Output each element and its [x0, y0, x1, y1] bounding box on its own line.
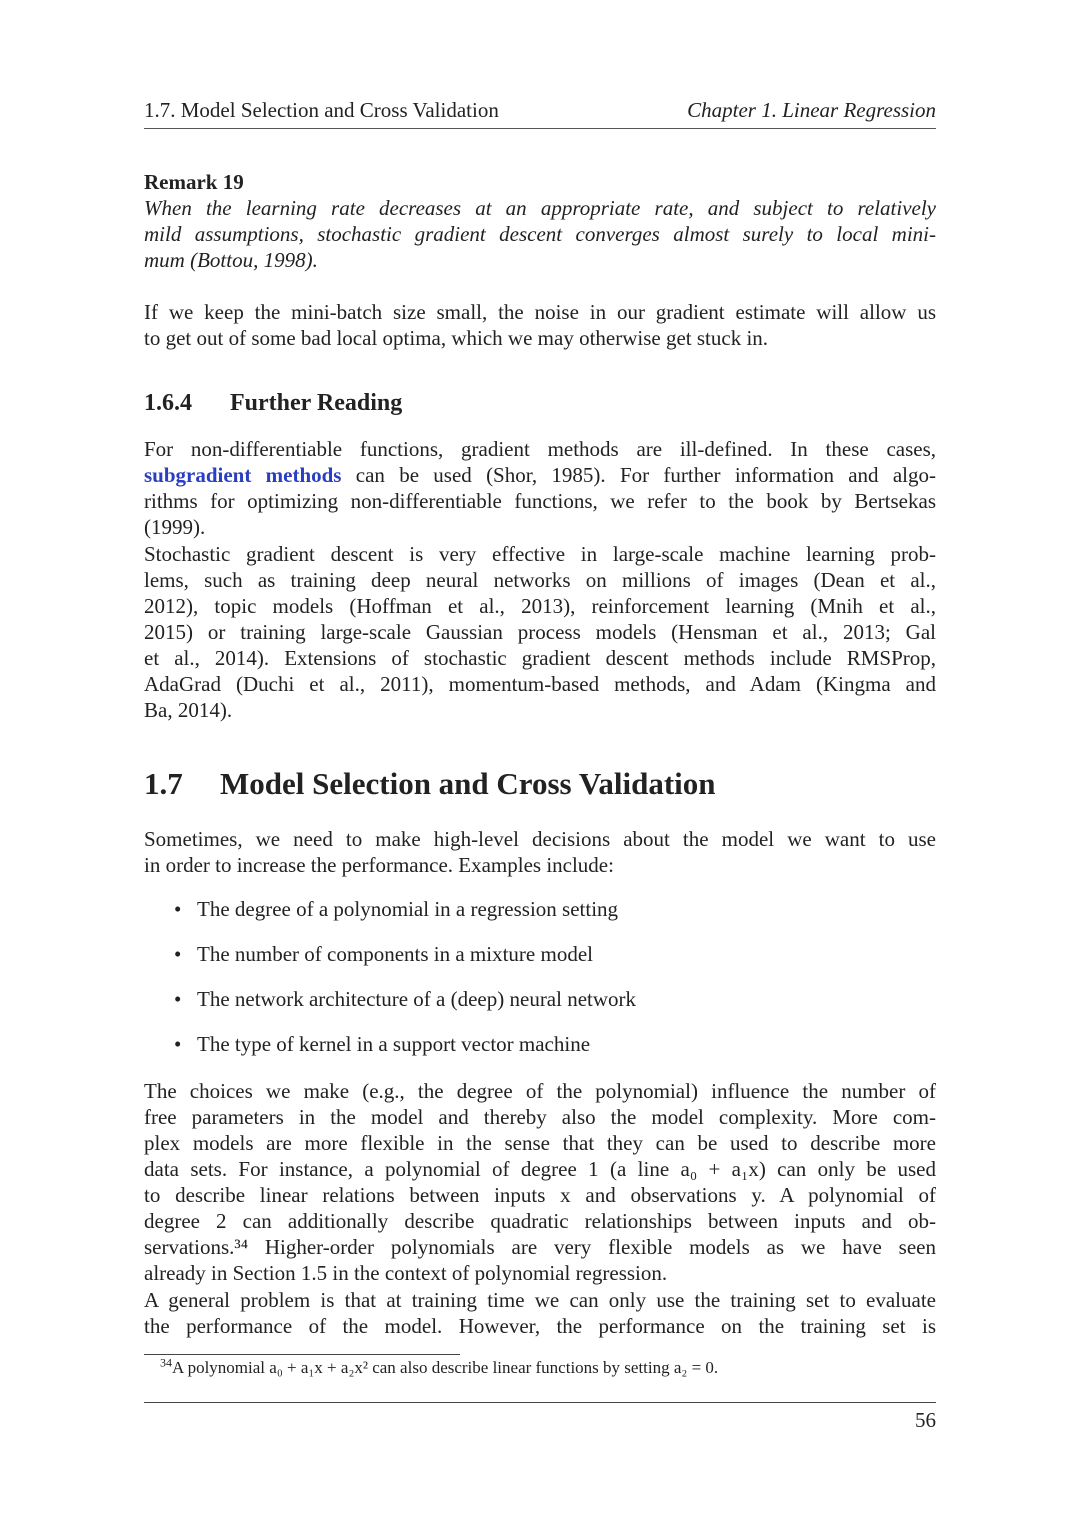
header-chapter: Chapter 1. Linear Regression	[687, 98, 936, 122]
text-line	[144, 462, 936, 488]
page-number: 56	[915, 1408, 936, 1432]
paragraph-general-problem	[144, 1287, 936, 1339]
paragraph-intro	[144, 826, 936, 878]
text-line: lems, such as training deep neural networks on millions of images (Dean et al.,	[144, 568, 936, 592]
footnote-mark: 34	[160, 1355, 172, 1370]
list-item	[174, 987, 636, 1012]
list-item-text: The degree of a polynomial in a regression setting	[197, 897, 619, 921]
text-line: to describe linear relations between inputs x and observations y. A polynomial of	[144, 1183, 936, 1207]
text-line: data sets. For instance, a polynomial of degree 1 (a line a₀ + a₁x) can only be used	[144, 1157, 936, 1181]
bullet-icon: •	[174, 987, 182, 1011]
text-line: rithms for optimizing non-differentiable functions, we refer to the book by Bertsekas	[144, 489, 936, 513]
paragraph-rest	[144, 488, 936, 540]
header-section: 1.7. Model Selection and Cross Validation	[144, 98, 499, 122]
text-line: A general problem is that at training time we can only use the training set to evaluate	[144, 1288, 936, 1312]
text-line: the performance of the model. However, the performance on the training set is	[144, 1314, 936, 1338]
text-line: For non-differentiable functions, gradient methods are ill-defined. In these cases,	[144, 437, 936, 461]
section-heading-1-7	[144, 766, 936, 802]
text-line: 2015) or training large-scale Gaussian process models (Hensman et al., 2013; Gal	[144, 620, 936, 644]
text-line: Ba, 2014).	[144, 698, 233, 722]
section-title: Further Reading	[230, 390, 403, 416]
remark-19	[144, 169, 936, 273]
text-line: Stochastic gradient descent is very effective in large-scale machine learning prob-	[144, 542, 936, 566]
paragraph-further-reading-2	[144, 541, 936, 723]
list-item-text: The number of components in a mixture model	[197, 942, 593, 966]
text-line: et al., 2014). Extensions of stochastic gradient descent methods include RMSProp,	[144, 646, 936, 670]
text-line: plex models are more flexible in the sense that they can be used to describe more	[144, 1131, 936, 1155]
text-line: mum (Bottou, 1998).	[144, 248, 318, 272]
text-line: The choices we make (e.g., the degree of the polynomial) influence the number of	[144, 1079, 936, 1103]
paragraph-minibatch	[144, 299, 936, 351]
subgradient-methods-link[interactable]: subgradient methods	[144, 463, 342, 487]
text-line: in order to increase the performance. Examples include:	[144, 853, 614, 877]
paragraph-further-reading-1	[144, 436, 936, 540]
text-segment: can be used (Shor, 1985). For further information and algo-	[341, 463, 936, 487]
section-number: 1.7	[144, 766, 183, 801]
footnote-text: A polynomial a₀ + a₁x + a₂x² can also describe linear functions by setting a₂ = 0.	[172, 1358, 719, 1377]
bullet-icon: •	[174, 897, 182, 921]
text-line: to get out of some bad local optima, which we may otherwise get stuck in.	[144, 326, 769, 350]
paragraph-choices	[144, 1078, 936, 1286]
section-title: Model Selection and Cross Validation	[220, 766, 716, 801]
footnote-34	[160, 1356, 952, 1380]
footnote-divider	[144, 1354, 460, 1355]
text-line: AdaGrad (Duchi et al., 2011), momentum-based methods, and Adam (Kingma and	[144, 672, 936, 696]
text-line: Sometimes, we need to make high-level decisions about the model we want to use	[144, 827, 936, 851]
bullet-icon: •	[174, 1032, 182, 1056]
footer-divider	[144, 1402, 936, 1403]
list-item	[174, 1032, 590, 1057]
text-line: 2012), topic models (Hoffman et al., 2013), reinforcement learning (Mnih et al.,	[144, 594, 936, 618]
text-line: When the learning rate decreases at an appropriate rate, and subject to relatively	[144, 196, 936, 220]
text-line: servations.³⁴ Higher-order polynomials are very flexible models as we have seen	[144, 1235, 936, 1259]
text-line: already in Section 1.5 in the context of polynomial regression.	[144, 1261, 668, 1285]
list-item	[174, 942, 593, 967]
section-number: 1.6.4	[144, 390, 192, 416]
remark-title: Remark 19	[144, 170, 244, 194]
remark-body	[144, 195, 936, 273]
list-item-text: The network architecture of a (deep) neural network	[197, 987, 637, 1011]
text-line: If we keep the mini-batch size small, the noise in our gradient estimate will allow us	[144, 300, 936, 324]
text-line: (1999).	[144, 515, 206, 539]
text-line: mild assumptions, stochastic gradient descent converges almost surely to local mini-	[144, 222, 936, 246]
running-header	[144, 98, 936, 129]
list-item-text: The type of kernel in a support vector machine	[197, 1032, 591, 1056]
text-line: degree 2 can additionally describe quadratic relationships between inputs and ob-	[144, 1209, 936, 1233]
list-item	[174, 897, 618, 922]
text-line: free parameters in the model and thereby also the model complexity. More com-	[144, 1105, 936, 1129]
section-heading-1-6-4	[144, 390, 936, 417]
bullet-icon: •	[174, 942, 182, 966]
